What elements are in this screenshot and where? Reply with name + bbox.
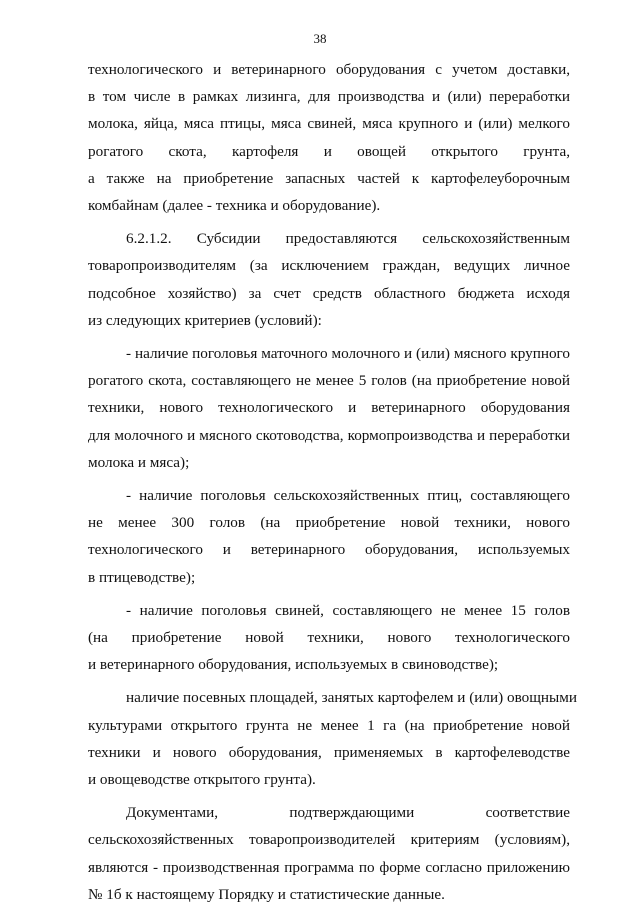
text-line: для молочного и мясного скотоводства, кормопроизводства и переработки [88, 426, 570, 444]
text-line: сельскохозяйственных товаропроизводителей критериям (условиям), [88, 831, 570, 849]
text-line: товаропроизводителям (за исключением граждан, ведущих личное [88, 257, 570, 275]
text-line: - наличие поголовья свиней, составляющего не менее 15 голов [126, 601, 570, 619]
text-line: из следующих критериев (условий): [88, 311, 322, 329]
text-line: в том числе в рамках лизинга, для производства и (или) переработки [88, 88, 570, 106]
text-line: рогатого скота, картофеля и овощей открытого грунта, [88, 142, 570, 160]
text-line: и ветеринарного оборудования, используемых в свиноводстве); [88, 656, 499, 674]
text-line: - наличие поголовья маточного молочного и (или) мясного крупного [126, 345, 570, 363]
text-line: не менее 300 голов (на приобретение новой техники, нового [88, 514, 570, 532]
text-line: Документами, подтверждающими соответствие [126, 804, 570, 822]
text-line: комбайнам (далее - техника и оборудование). [88, 197, 381, 215]
paragraph-criterion-poultry [88, 482, 570, 591]
text-line: являются - производственная программа по форме согласно приложению [88, 858, 570, 876]
paragraph-subsidy-criteria-intro [88, 225, 570, 334]
text-line: подсобное хозяйство) за счет средств областного бюджета исходя [88, 284, 570, 302]
text-line: и овощеводстве открытого грунта). [88, 771, 316, 789]
text-line: культурами открытого грунта не менее 1 га (на приобретение новой [88, 716, 570, 734]
paragraph-criterion-crops [88, 684, 577, 793]
text-line: молока и мяса); [88, 453, 190, 471]
text-line: техники, нового технологического и ветеринарного оборудования [88, 399, 570, 417]
text-line: наличие посевных площадей, занятых картофелем и (или) овощными [126, 689, 577, 707]
text-line: - наличие поголовья сельскохозяйственных птиц, составляющего [126, 487, 570, 505]
text-line: техники и нового оборудования, применяемых в картофелеводстве [88, 743, 570, 761]
text-line: (на приобретение новой техники, нового технологического [88, 629, 570, 647]
paragraph-confirming-documents [88, 799, 570, 908]
text-line: 6.2.1.2. Субсидии предоставляются сельскохозяйственным [126, 230, 570, 248]
paragraph-criterion-pigs [88, 597, 570, 679]
document-body [88, 56, 577, 908]
text-line: в птицеводстве); [88, 568, 196, 586]
text-line: технологического и ветеринарного оборудования, используемых [88, 541, 570, 559]
text-line: рогатого скота, составляющего не менее 5 голов (на приобретение новой [88, 372, 570, 390]
text-line: № 1б к настоящему Порядку и статистические данные. [88, 885, 445, 903]
paragraph-criterion-cattle [88, 340, 570, 476]
page-number: 38 [313, 31, 327, 46]
text-line: технологического и ветеринарного оборудования с учетом доставки, [88, 61, 570, 78]
text-line: а также на приобретение запасных частей к картофелеуборочным [88, 169, 570, 187]
text-line: молока, яйца, мяса птицы, мяса свиней, мяса крупного и (или) мелкого [88, 115, 570, 133]
paragraph-equipment-continuation [88, 56, 570, 219]
